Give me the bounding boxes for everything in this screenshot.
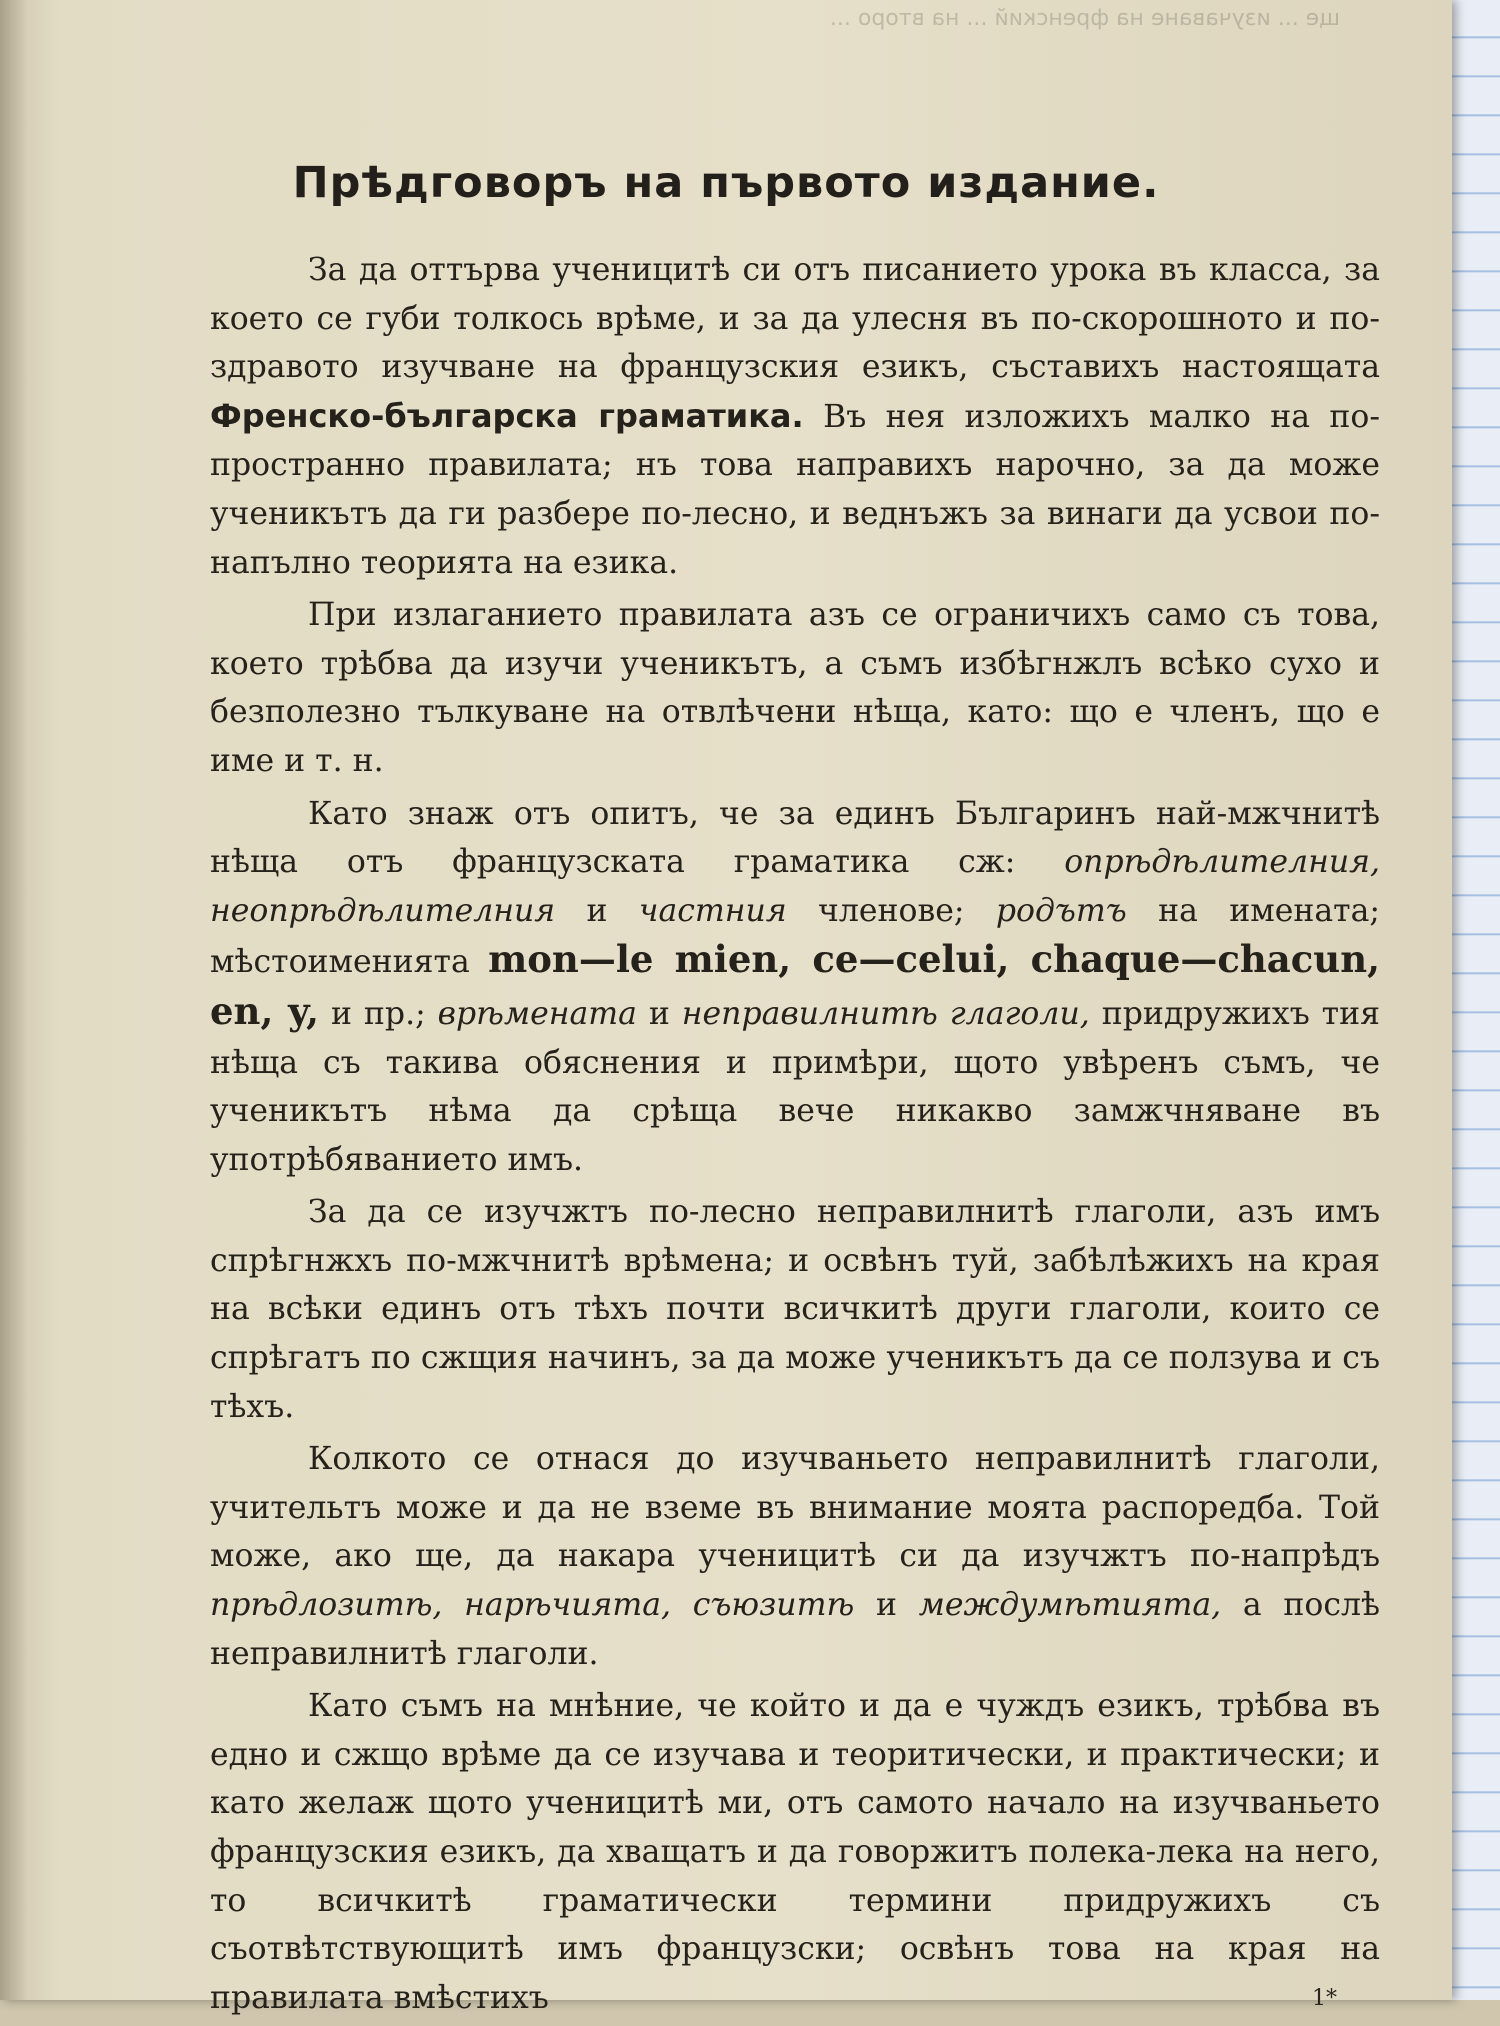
paragraph-1: За да оттърва ученицитѣ си отъ писанието урока въ класса, за което се губи толкось врѣме, и за да улесня въ по-скорошното и по-здравото изучване на французския езикъ, съставихъ настоящата Френско-българска граматика. Въ нея изложихъ малко на по-пространно правилата; нъ това направихъ нарочно, за да може ученикътъ да ги разбере по-лесно, и веднъжъ за винаги да усвои по-напълно теорията на езика. xyxy=(210,252,1381,581)
page-body xyxy=(210,246,1380,2026)
paragraph-4: За да се изучжтъ по-лесно неправилнитѣ глаголи, азъ имъ спрѣгнжхъ по-мжчнитѣ врѣмена; и освѣнъ туй, забѣлѣжихъ на края на всѣки единъ отъ тѣхъ почти всичкитѣ други глаголи, които се спрѣгатъ по сжщия начинъ, за да може ученикътъ да се ползува и съ тѣхъ. xyxy=(210,1194,1380,1425)
paragraph-6: Като съмъ на мнѣние, че който и да е чуждъ езикъ, трѣбва въ едно и сжщо врѣме да се изучава и теоритически, и практически; и като желаж щото ученицитѣ ми, отъ самото начало на изучваньето французския езикъ, да хващатъ и да говоржитъ полека-лека на него, то всичкитѣ граматически термини придружихъ съ съотвѣтствующитѣ имъ французски; освѣнъ това на края на правилата вмѣстихъ xyxy=(210,1688,1380,2016)
paragraph-3: Като знаж отъ опитъ, че за единъ Българинъ най-мжчнитѣ нѣща отъ французската граматика сж: опрѣдѣлителния, неопрѣдѣлителния и частния членове; родътъ на имената; мѣстоименията mon—le mien, ce—celui, chaque—chacun, en, y, и пр.; врѣмената и неправилнитѣ глаголи, придружихъ тия нѣща съ такива обяснения и примѣри, щото увѣренъ съмъ, че ученикътъ нѣма да срѣща вече никакво замжчняване въ употрѣбяванието имъ. xyxy=(210,795,1380,1178)
page-title: Прѣдговоръ на първото издание. xyxy=(292,158,1160,208)
bleed-through-text: ще ... изучаване на френский ... на второ ... xyxy=(829,6,1340,31)
paragraph-5: Колкото се отнася до изучваньето неправилнитѣ глаголи, учительтъ може и да не вземе въ внимание моята распоредба. Той може, ако ще, да накара ученицитѣ си да изучжтъ по-напрѣдъ прѣдлозитѣ, нарѣчията, съюзитѣ и междумѣтията, а послѣ неправилнитѣ глаголи. xyxy=(210,1441,1380,1672)
french-pronouns-bold: mon—le mien, ce—celui, chaque—chacun, en, y, xyxy=(210,937,1380,1033)
book-title-bold: Френско-българска граматика. xyxy=(210,396,804,435)
page-number: 1* xyxy=(1312,1986,1337,2011)
paragraph-2: При излаганието правилата азъ се ограничихъ само съ това, което трѣбва да изучи ученикътъ, а съмъ избѣгнжлъ всѣко сухо и безполезно тълкуване на отвлѣчени нѣща, като: що е членъ, що е име и т. н. xyxy=(210,597,1380,779)
